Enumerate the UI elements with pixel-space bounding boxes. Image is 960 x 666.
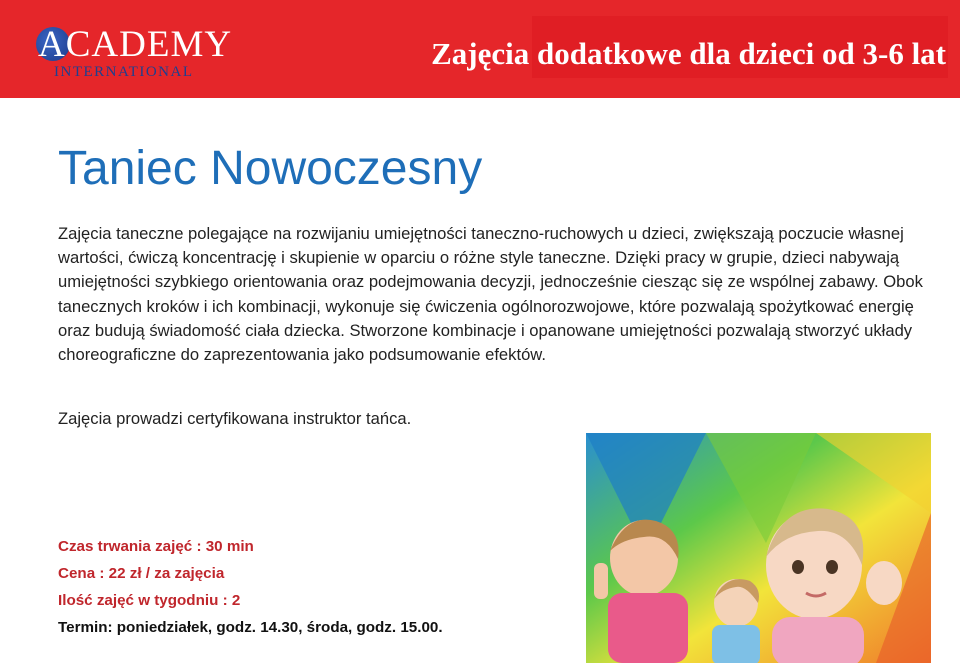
schedule-info: Termin: poniedziałek, godz. 14.30, środa, godz. 15.00.: [58, 619, 443, 636]
children-dancing-illustration: [586, 433, 931, 663]
logo-subtitle: INTERNATIONAL: [54, 64, 194, 80]
instructor-note: Zajęcia prowadzi certyfikowana instruktor tańca.: [58, 409, 412, 428]
price-info: Cena : 22 zł / za zajęcia: [58, 565, 225, 582]
header-banner: [0, 0, 960, 98]
children-photo: [586, 433, 931, 663]
page-title: Taniec Nowoczesny: [58, 142, 483, 195]
sessions-per-week-info: Ilość zajęć w tygodniu : 2: [58, 592, 241, 609]
duration-info: Czas trwania zajęć : 30 min: [58, 538, 254, 555]
header-title: Zajęcia dodatkowe dla dzieci od 3-6 lat: [431, 36, 946, 71]
class-info: [58, 533, 443, 641]
description-paragraph: Zajęcia taneczne polegające na rozwijaniu umiejętności taneczno-ruchowych u dzieci, zwiększają poczucie własnej wartości, ćwiczą koncentrację i skupienie w oparciu o różne style taneczne. Dzięki pracy w grupie, dzieci nabywają umiejętności szybkiego orientowania oraz podejmowania decyzji, jednocześnie ciesząc się ze wspólnej zabawy. Obok tanecznych kroków i ich kombinacji, wykonuje się ćwiczenia ogólnorozwojowe, które pozwalają spożytkować energię oraz budują świadomość ciała dziecka. Stworzone kombinacje i opanowane umiejętności pozwalają stworzyć układy choreograficzne do zaprezentowania jako podsumowanie efektów.: [58, 224, 923, 365]
logo-wordmark: ACADEMY: [38, 24, 233, 65]
academy-logo: [38, 24, 233, 84]
